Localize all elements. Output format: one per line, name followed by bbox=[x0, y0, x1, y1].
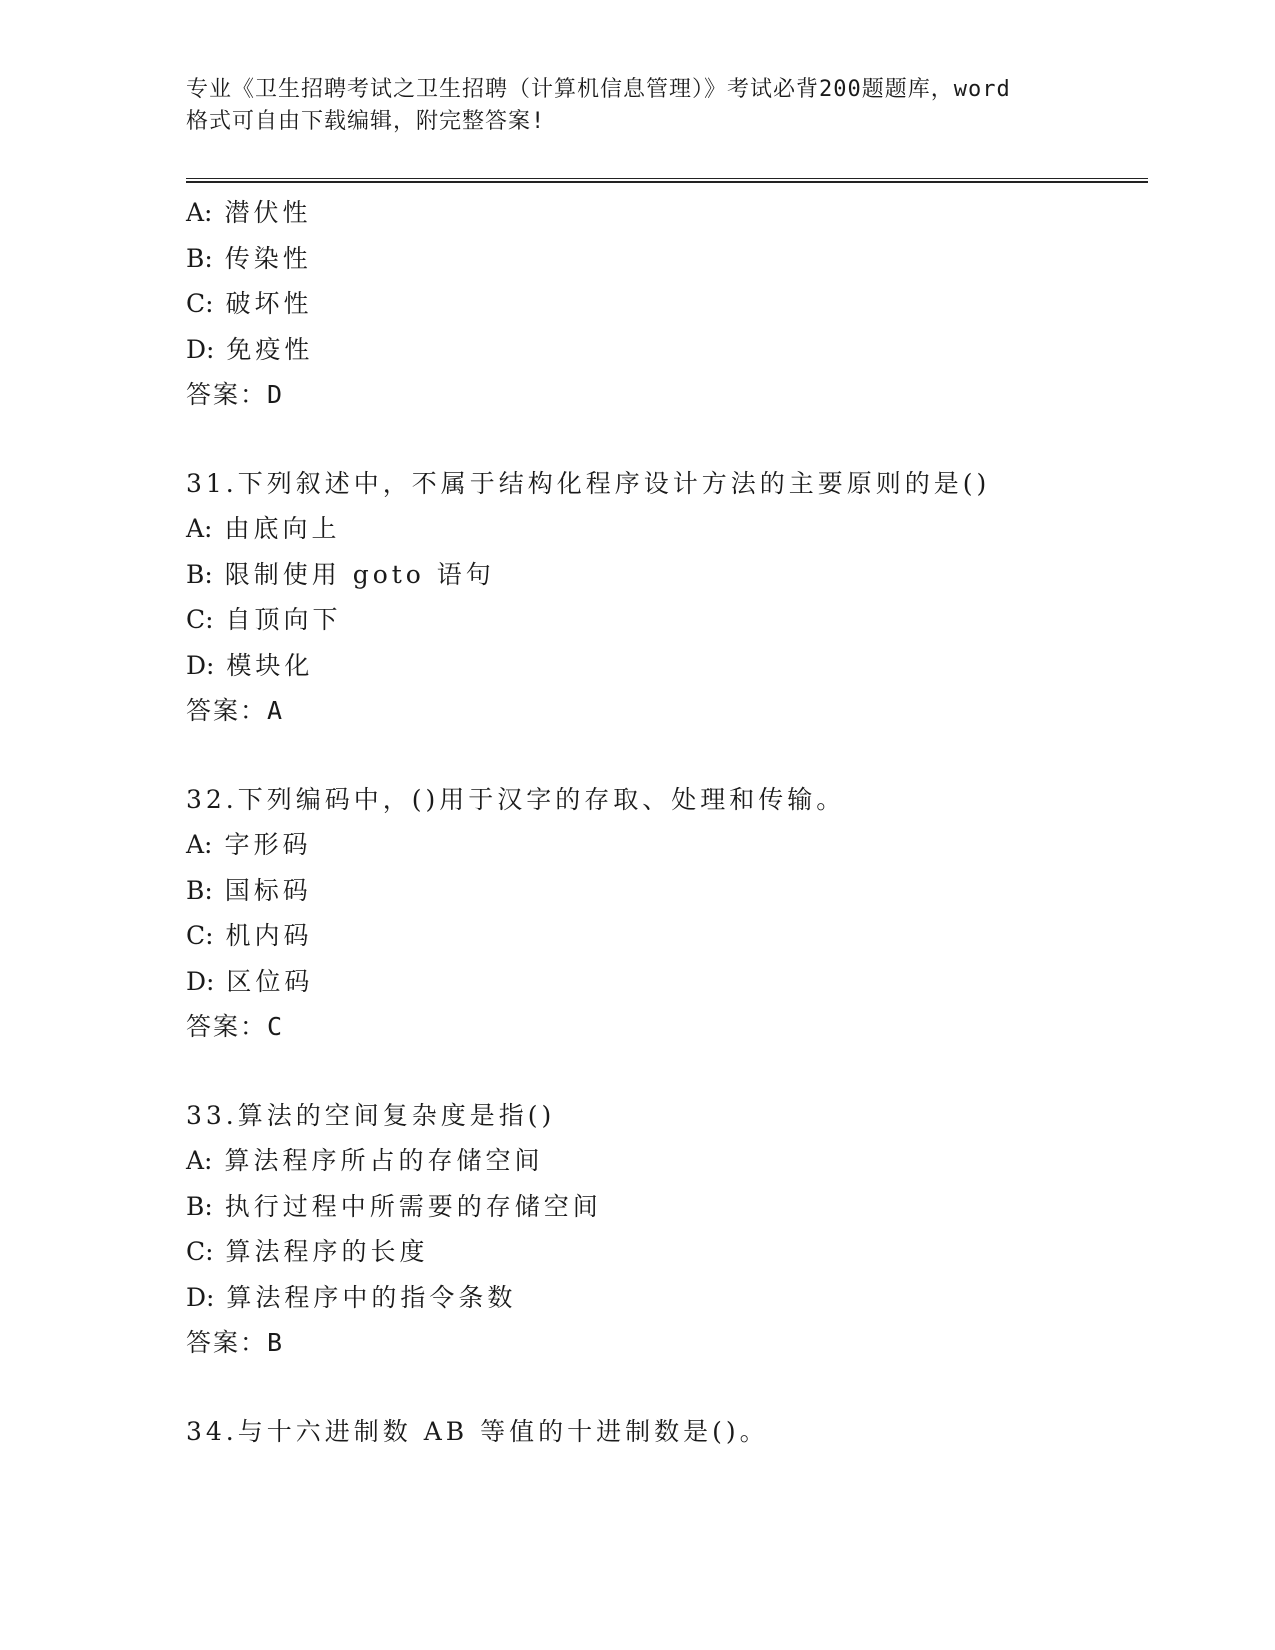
answer-line bbox=[186, 372, 1146, 418]
option-a bbox=[186, 506, 1146, 552]
question-block bbox=[186, 1409, 1146, 1455]
question-block bbox=[186, 777, 1146, 1050]
option-text: 免疫性 bbox=[226, 334, 314, 364]
answer-line bbox=[186, 1004, 1146, 1050]
option-text: 潜伏性 bbox=[224, 198, 312, 227]
answer-label: 答案： bbox=[186, 1328, 268, 1357]
header-title-line-1: 专业《卫生招聘考试之卫生招聘（计算机信息管理）》考试必背200题题库，word bbox=[186, 77, 1011, 102]
option-letter: D: bbox=[186, 1282, 215, 1312]
option-b bbox=[186, 236, 1146, 282]
question-block bbox=[186, 461, 1146, 734]
option-text: 字形码 bbox=[224, 830, 312, 859]
option-text: 算法程序中的指令条数 bbox=[226, 1282, 517, 1312]
header-title-line-2: 格式可自由下载编辑，附完整答案! bbox=[186, 109, 546, 134]
option-text: 由底向上 bbox=[224, 514, 341, 543]
option-text: 机内码 bbox=[225, 921, 313, 950]
answer-value: A bbox=[267, 696, 285, 725]
option-c bbox=[186, 597, 1146, 643]
option-c bbox=[186, 281, 1146, 327]
question-text: 32.下列编码中，()用于汉字的存取、处理和传输。 bbox=[186, 784, 846, 814]
option-a bbox=[186, 190, 1146, 236]
answer-line bbox=[186, 1320, 1146, 1366]
option-a bbox=[186, 1138, 1146, 1184]
option-text: 算法程序所占的存储空间 bbox=[224, 1146, 544, 1175]
option-text: 执行过程中所需要的存储空间 bbox=[224, 1191, 602, 1221]
answer-label: 答案： bbox=[186, 696, 268, 725]
option-letter: C: bbox=[186, 289, 214, 318]
question-block bbox=[186, 1093, 1146, 1366]
option-b bbox=[186, 552, 1146, 598]
option-letter: A: bbox=[186, 514, 213, 543]
option-text: 破坏性 bbox=[225, 289, 313, 318]
option-c bbox=[186, 913, 1146, 959]
question-text: 33.算法的空间复杂度是指() bbox=[186, 1100, 556, 1130]
option-letter: D: bbox=[186, 966, 215, 996]
question-text: 34.与十六进制数 AB 等值的十进制数是()。 bbox=[186, 1416, 769, 1446]
header-divider-thin bbox=[186, 178, 1148, 179]
option-text: 国标码 bbox=[224, 875, 312, 905]
option-a bbox=[186, 822, 1146, 868]
question-list bbox=[186, 190, 1146, 1454]
option-text: 传染性 bbox=[224, 243, 312, 273]
option-letter: C: bbox=[186, 605, 214, 634]
question-text: 31.下列叙述中，不属于结构化程序设计方法的主要原则的是() bbox=[186, 468, 991, 498]
option-c bbox=[186, 1229, 1146, 1275]
option-text: 限制使用 goto 语句 bbox=[224, 559, 495, 589]
option-letter: B: bbox=[186, 875, 213, 905]
answer-value: C bbox=[267, 1012, 285, 1041]
option-letter: A: bbox=[186, 198, 213, 227]
option-letter: C: bbox=[186, 1237, 214, 1266]
option-letter: D: bbox=[186, 650, 215, 680]
header-divider-thick bbox=[186, 181, 1148, 183]
option-text: 区位码 bbox=[226, 966, 314, 996]
option-letter: C: bbox=[186, 921, 214, 950]
option-letter: A: bbox=[186, 830, 213, 859]
option-letter: B: bbox=[186, 559, 213, 589]
answer-label: 答案： bbox=[186, 1012, 268, 1041]
option-b bbox=[186, 1184, 1146, 1230]
option-letter: A: bbox=[186, 1146, 213, 1175]
option-d bbox=[186, 643, 1146, 689]
option-b bbox=[186, 868, 1146, 914]
option-d bbox=[186, 959, 1146, 1005]
document-header bbox=[186, 74, 1086, 138]
option-letter: B: bbox=[186, 243, 213, 273]
option-letter: B: bbox=[186, 1191, 213, 1221]
option-text: 模块化 bbox=[226, 650, 314, 680]
answer-value: B bbox=[267, 1328, 285, 1357]
option-d bbox=[186, 1275, 1146, 1321]
option-text: 算法程序的长度 bbox=[225, 1237, 429, 1266]
answer-line bbox=[186, 688, 1146, 734]
option-d bbox=[186, 327, 1146, 373]
option-text: 自顶向下 bbox=[225, 605, 342, 634]
question-block bbox=[186, 190, 1146, 418]
option-letter: D: bbox=[186, 334, 215, 364]
answer-value: D bbox=[267, 380, 285, 409]
answer-label: 答案： bbox=[186, 380, 268, 409]
